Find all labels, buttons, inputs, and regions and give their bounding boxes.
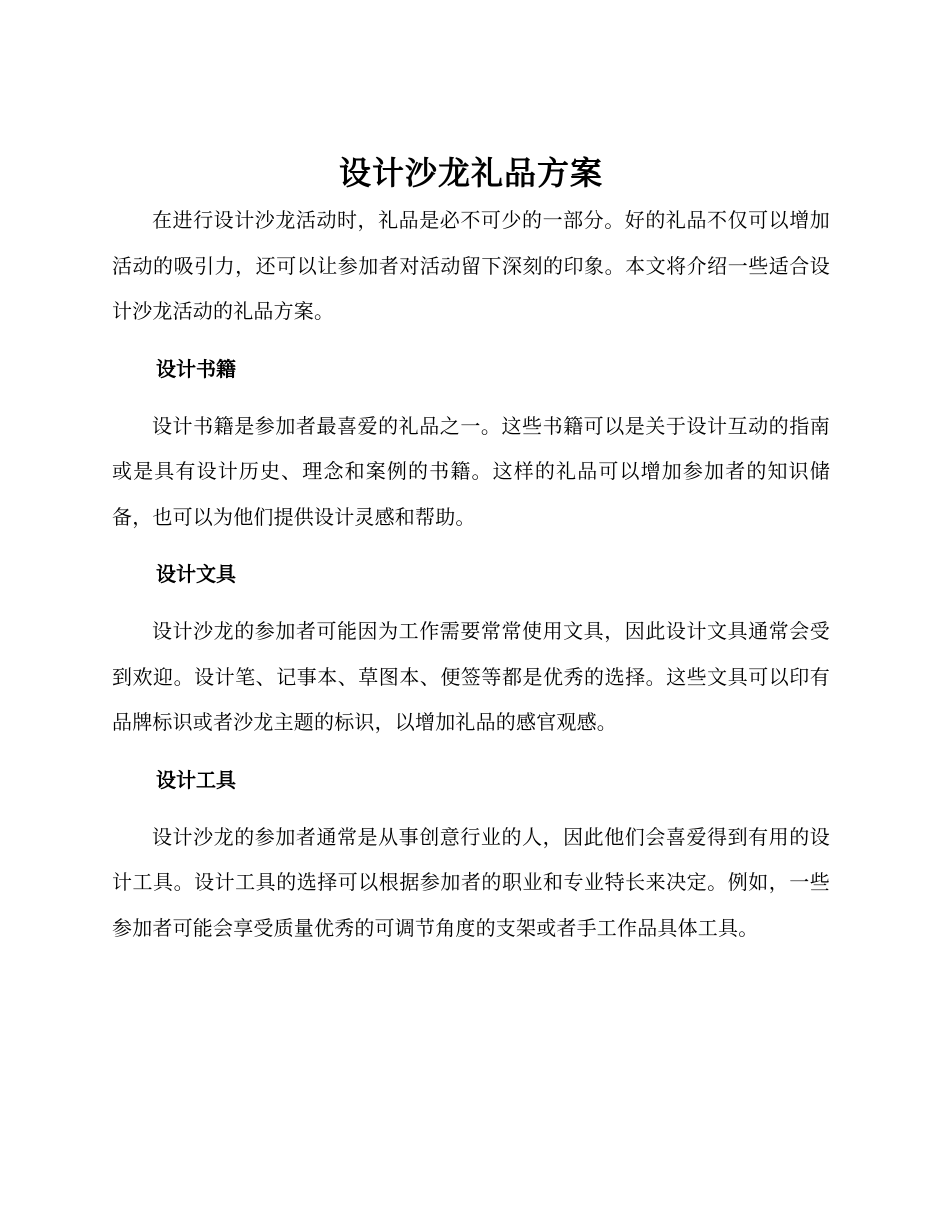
document-page — [112, 148, 830, 951]
section-tools — [112, 758, 830, 952]
intro-paragraph: 在进行设计沙龙活动时，礼品是必不可少的一部分。好的礼品不仅可以增加活动的吸引力，还可以让参加者对活动留下深刻的印象。本文将介绍一些适合设计沙龙活动的礼品方案。 — [112, 208, 830, 323]
section-books — [112, 347, 830, 541]
document-title: 设计沙龙礼品方案 — [338, 154, 603, 192]
section-heading: 设计文具 — [156, 562, 236, 586]
section-body: 设计书籍是参加者最喜爱的礼品之一。这些书籍可以是关于设计互动的指南或是具有设计历史、理念和案例的书籍。这样的礼品可以增加参加者的知识储备，也可以为他们提供设计灵感和帮助。 — [112, 413, 830, 529]
section-heading: 设计工具 — [156, 767, 236, 792]
section-body: 设计沙龙的参加者可能因为工作需要常常使用文具，因此设计文具通常会受到欢迎。设计笔、记事本、草图本、便签等都是优秀的选择。这些文具可以印有品牌标识或者沙龙主题的标识，以增加礼品的感官观感。 — [112, 619, 830, 734]
section-heading: 设计书籍 — [156, 356, 236, 381]
section-stationery — [112, 552, 830, 746]
section-body: 设计沙龙的参加者通常是从事创意行业的人，因此他们会喜爱得到有用的设计工具。设计工具的选择可以根据参加者的职业和专业特长来决定。例如，一些参加者可能会享受质量优秀的可调节角度的支架或者手工作品具体工具。 — [112, 824, 830, 940]
